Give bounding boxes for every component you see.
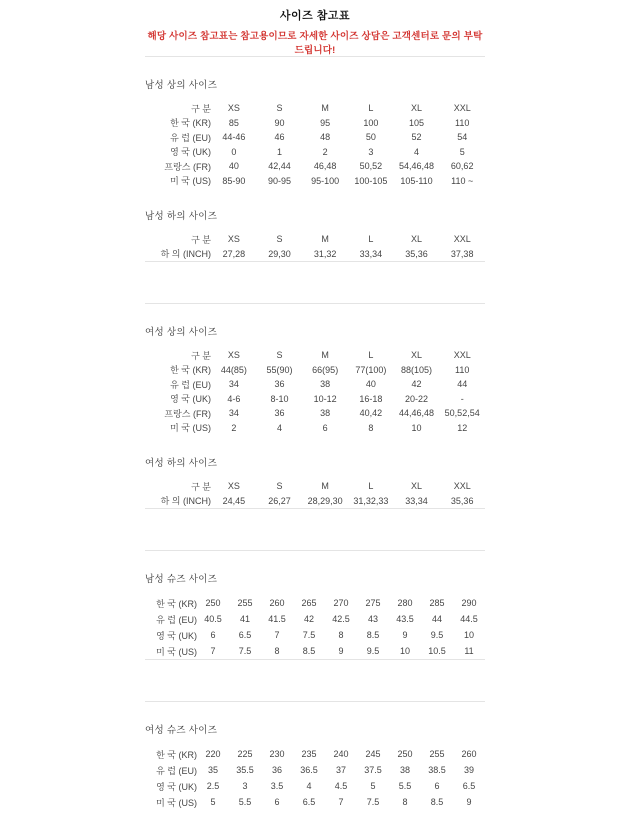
section-title: 남성 하의 사이즈 — [145, 211, 218, 222]
size-cell: 31,32,33 — [353, 495, 389, 506]
size-section — [145, 324, 485, 435]
size-cell: 36 — [274, 379, 285, 390]
size-cell: 44 — [431, 614, 442, 624]
size-cell: 36.5 — [300, 765, 318, 775]
size-cell: 50,52 — [359, 161, 383, 172]
column-header-cell: XS — [227, 234, 240, 245]
size-cell: 38 — [320, 408, 331, 419]
row-label-cell: 하 의 (INCH) — [160, 249, 211, 260]
size-cell: 35.5 — [236, 765, 254, 775]
row-label-cell: 구 분 — [191, 234, 211, 245]
size-cell: 37 — [335, 765, 346, 775]
table-row — [145, 421, 485, 436]
column-header-cell: XS — [227, 350, 240, 361]
row-label-cell: 영 국 (UK) — [170, 147, 211, 158]
size-cell: 9.5 — [366, 646, 380, 656]
table-row — [145, 159, 485, 174]
size-cell: 6.5 — [462, 781, 476, 791]
size-cell: 8 — [338, 630, 344, 640]
table-row — [145, 746, 485, 762]
column-header-cell: S — [276, 481, 283, 492]
size-cell: 5.5 — [398, 781, 412, 791]
size-cell: 255 — [429, 749, 445, 759]
section-title: 남성 슈즈 사이즈 — [145, 574, 218, 585]
size-cell: 44 — [457, 379, 468, 390]
divider — [145, 303, 485, 304]
size-cell: 54,46,48 — [399, 161, 435, 172]
size-table — [145, 348, 485, 435]
row-label-cell: 영 국 (UK) — [156, 781, 197, 792]
size-cell: 54 — [457, 132, 468, 143]
row-label-cell: 유 럽 (EU) — [170, 379, 211, 390]
size-cell: 5 — [210, 797, 216, 807]
size-cell: 2 — [231, 422, 237, 433]
column-header-cell: M — [321, 481, 329, 492]
table-row — [145, 392, 485, 407]
size-cell: 3 — [242, 781, 248, 791]
size-cell: 240 — [333, 749, 349, 759]
size-cell: - — [460, 393, 464, 404]
column-header-cell: XS — [227, 103, 240, 114]
row-label-cell: 유 럽 (EU) — [156, 614, 197, 625]
column-header-cell: S — [276, 234, 283, 245]
size-cell: 41 — [239, 614, 250, 624]
size-table — [145, 101, 485, 188]
size-cell: 10 — [399, 646, 410, 656]
size-cell: 26,27 — [268, 495, 291, 506]
table-header-row — [145, 348, 485, 363]
column-header-cell: L — [368, 481, 374, 492]
row-label-cell: 한 국 (KR) — [156, 598, 197, 609]
table-header-row — [145, 101, 485, 116]
size-cell: 235 — [301, 749, 317, 759]
size-cell: 8 — [274, 646, 280, 656]
size-cell: 4 — [414, 146, 420, 157]
size-cell: 4-6 — [227, 393, 241, 404]
size-cell: 42 — [303, 614, 314, 624]
size-cell: 42 — [411, 379, 422, 390]
row-label-cell: 미 국 (US) — [170, 423, 211, 434]
size-cell: 52 — [411, 132, 422, 143]
column-header-cell: XXL — [453, 234, 471, 245]
row-label-cell: 미 국 (US) — [156, 797, 197, 808]
size-cell: 275 — [365, 598, 381, 608]
size-cell: 250 — [205, 598, 221, 608]
size-cell: 265 — [301, 598, 317, 608]
size-cell: 88(105) — [401, 364, 433, 375]
size-section — [145, 571, 485, 659]
size-cell: 220 — [205, 749, 221, 759]
column-header-cell: S — [276, 350, 283, 361]
size-cell: 105 — [409, 117, 425, 128]
size-cell: 66(95) — [312, 364, 339, 375]
size-cell: 100-105 — [354, 175, 388, 186]
column-header-cell: M — [321, 234, 329, 245]
table-row — [145, 247, 485, 262]
size-cell: 42,44 — [268, 161, 291, 172]
size-cell: 44-46 — [222, 132, 246, 143]
size-cell: 225 — [237, 749, 253, 759]
size-cell: 280 — [397, 598, 413, 608]
size-cell: 33,34 — [405, 495, 428, 506]
size-cell: 11 — [464, 646, 474, 656]
size-cell: 36 — [271, 765, 282, 775]
column-header-cell: XS — [227, 481, 240, 492]
section-title: 여성 상의 사이즈 — [145, 327, 218, 338]
size-cell: 10.5 — [428, 646, 446, 656]
column-header-cell: S — [276, 103, 283, 114]
size-cell: 9 — [338, 646, 344, 656]
size-cell: 10 — [411, 422, 422, 433]
size-table — [145, 232, 485, 261]
size-cell: 8-10 — [270, 393, 289, 404]
size-cell: 255 — [237, 598, 253, 608]
section-title: 여성 하의 사이즈 — [145, 458, 218, 469]
size-cell: 77(100) — [355, 364, 387, 375]
size-cell: 39 — [463, 765, 474, 775]
size-cell: 6 — [322, 422, 328, 433]
size-cell: 4.5 — [334, 781, 348, 791]
size-cell: 40 — [365, 379, 376, 390]
row-label-cell: 미 국 (US) — [156, 646, 197, 657]
sections-container — [145, 77, 485, 810]
size-cell: 8.5 — [366, 630, 380, 640]
size-cell: 44.5 — [460, 614, 478, 624]
section-title: 여성 슈즈 사이즈 — [145, 725, 218, 736]
size-cell: 28,29,30 — [307, 495, 343, 506]
size-cell: 33,34 — [359, 248, 383, 259]
table-row — [145, 116, 485, 131]
column-header-cell: M — [321, 103, 329, 114]
size-cell: 8.5 — [430, 797, 444, 807]
size-section — [145, 722, 485, 810]
divider-gap — [145, 660, 485, 701]
size-cell: 230 — [269, 749, 285, 759]
size-cell: 250 — [397, 749, 413, 759]
row-label-cell: 영 국 (UK) — [170, 394, 211, 405]
size-cell: 60,62 — [450, 161, 474, 172]
column-header-cell: L — [368, 103, 374, 114]
table-row — [145, 762, 485, 778]
size-section — [145, 208, 485, 261]
size-cell: 34 — [228, 379, 239, 390]
size-cell: 4 — [277, 422, 283, 433]
table-row — [145, 778, 485, 794]
column-header-cell: XL — [411, 234, 423, 245]
size-cell: 29,30 — [268, 248, 291, 259]
size-cell: 38.5 — [428, 765, 446, 775]
size-cell: 43.5 — [396, 614, 414, 624]
size-cell: 7 — [274, 630, 280, 640]
size-cell: 10 — [463, 630, 474, 640]
divider-gap — [145, 262, 485, 303]
size-cell: 245 — [365, 749, 381, 759]
divider — [145, 701, 485, 702]
size-cell: 7.5 — [238, 646, 252, 656]
table-row — [145, 363, 485, 378]
row-label-cell: 미 국 (US) — [170, 176, 211, 187]
size-cell: 40.5 — [204, 614, 222, 624]
size-cell: 27,28 — [222, 248, 246, 259]
size-cell: 7 — [338, 797, 344, 807]
size-cell: 43 — [367, 614, 378, 624]
size-cell: 90 — [274, 117, 285, 128]
size-cell: 46,48 — [313, 161, 337, 172]
size-cell: 50,52,54 — [444, 408, 480, 419]
row-label-cell: 구 분 — [191, 481, 211, 492]
divider — [145, 56, 485, 57]
size-cell: 270 — [333, 598, 349, 608]
size-cell: 4 — [306, 781, 312, 791]
size-cell: 5 — [370, 781, 376, 791]
size-cell: 24,45 — [222, 495, 246, 506]
row-label-cell: 구 분 — [191, 103, 211, 114]
table-row — [145, 145, 485, 160]
size-cell: 2.5 — [206, 781, 220, 791]
size-cell: 20-22 — [405, 393, 429, 404]
size-cell: 44(85) — [220, 364, 247, 375]
size-cell: 0 — [231, 146, 237, 157]
row-label-cell: 구 분 — [191, 350, 211, 361]
table-row — [145, 494, 485, 509]
size-cell: 100 — [363, 117, 379, 128]
size-cell: 6.5 — [238, 630, 252, 640]
notice-text: 해당 사이즈 참고표는 참고용이므로 자세한 사이즈 상담은 고객센터로 문의 부탁드립니다! — [147, 31, 483, 56]
row-label-cell: 프랑스 (FR) — [164, 161, 211, 172]
size-section — [145, 455, 485, 508]
row-label-cell: 한 국 (KR) — [170, 365, 211, 376]
table-row — [145, 611, 485, 627]
divider — [145, 550, 485, 551]
size-cell: 110 — [455, 364, 470, 375]
table-row — [145, 130, 485, 145]
table-header-row — [145, 479, 485, 494]
column-header-cell: M — [321, 350, 329, 361]
table-row — [145, 174, 485, 189]
size-cell: 44,46,48 — [399, 408, 435, 419]
size-cell: 55(90) — [266, 364, 293, 375]
row-label-cell: 한 국 (KR) — [156, 749, 197, 760]
table-row — [145, 627, 485, 643]
size-cell: 8 — [368, 422, 374, 433]
size-cell: 110 ~ — [451, 175, 474, 186]
row-label-cell: 유 럽 (EU) — [170, 132, 211, 143]
size-cell: 105-110 — [400, 175, 433, 186]
column-header-cell: XL — [411, 481, 423, 492]
column-header-cell: XXL — [453, 350, 471, 361]
size-cell: 9 — [466, 797, 472, 807]
size-cell: 6 — [274, 797, 280, 807]
size-cell: 5 — [459, 146, 465, 157]
size-guide-page — [145, 0, 485, 810]
column-header-cell: XXL — [453, 481, 471, 492]
size-cell: 7 — [210, 646, 216, 656]
size-cell: 110 — [455, 117, 470, 128]
size-cell: 6.5 — [302, 797, 316, 807]
column-header-cell: XL — [411, 350, 423, 361]
size-cell: 48 — [320, 132, 331, 143]
row-label-cell: 프랑스 (FR) — [164, 408, 211, 419]
size-cell: 7.5 — [302, 630, 316, 640]
size-table — [145, 595, 485, 659]
divider-gap — [145, 509, 485, 550]
row-label-cell: 영 국 (UK) — [156, 630, 197, 641]
size-cell: 95-100 — [311, 175, 340, 186]
table-row — [145, 406, 485, 421]
size-cell: 42.5 — [332, 614, 350, 624]
size-cell: 31,32 — [313, 248, 337, 259]
size-cell: 38 — [320, 379, 331, 390]
size-cell: 35,36 — [450, 495, 474, 506]
size-cell: 260 — [269, 598, 285, 608]
size-cell: 6 — [210, 630, 216, 640]
size-cell: 1 — [277, 146, 283, 157]
size-cell: 85-90 — [222, 175, 246, 186]
size-cell: 16-18 — [359, 393, 383, 404]
size-cell: 8.5 — [302, 646, 316, 656]
size-cell: 40,42 — [359, 408, 383, 419]
size-cell: 285 — [429, 598, 445, 608]
page-title: 사이즈 참고표 — [279, 10, 351, 22]
size-table — [145, 746, 485, 810]
size-cell: 9.5 — [430, 630, 444, 640]
size-cell: 85 — [228, 117, 239, 128]
size-cell: 35 — [207, 765, 218, 775]
column-header-cell: L — [368, 350, 374, 361]
section-title: 남성 상의 사이즈 — [145, 80, 218, 91]
size-cell: 95 — [320, 117, 331, 128]
size-cell: 3 — [368, 146, 374, 157]
row-label-cell: 한 국 (KR) — [170, 118, 211, 129]
size-cell: 40 — [228, 161, 239, 172]
size-cell: 50 — [365, 132, 376, 143]
size-cell: 37.5 — [364, 765, 382, 775]
size-cell: 9 — [402, 630, 408, 640]
size-cell: 260 — [461, 749, 477, 759]
row-label-cell: 유 럽 (EU) — [156, 765, 197, 776]
size-cell: 37,38 — [450, 248, 474, 259]
size-cell: 35,36 — [405, 248, 428, 259]
size-table — [145, 479, 485, 508]
row-label-cell: 하 의 (INCH) — [160, 496, 211, 507]
size-cell: 34 — [228, 408, 239, 419]
size-cell: 290 — [461, 598, 477, 608]
column-header-cell: XXL — [453, 103, 471, 114]
size-cell: 12 — [457, 422, 468, 433]
size-cell: 8 — [402, 797, 408, 807]
size-cell: 10-12 — [313, 393, 337, 404]
size-cell: 38 — [399, 765, 410, 775]
size-cell: 36 — [274, 408, 285, 419]
table-row — [145, 377, 485, 392]
size-cell: 3.5 — [270, 781, 284, 791]
size-cell: 41.5 — [268, 614, 286, 624]
size-cell: 2 — [322, 146, 328, 157]
size-cell: 90-95 — [267, 175, 292, 186]
column-header-cell: L — [368, 234, 374, 245]
size-cell: 6 — [434, 781, 440, 791]
table-row — [145, 794, 485, 810]
size-cell: 5.5 — [238, 797, 252, 807]
table-header-row — [145, 232, 485, 247]
size-cell: 7.5 — [366, 797, 380, 807]
size-cell: 46 — [274, 132, 285, 143]
column-header-cell: XL — [411, 103, 423, 114]
table-row — [145, 595, 485, 611]
table-row — [145, 643, 485, 659]
size-section — [145, 77, 485, 188]
